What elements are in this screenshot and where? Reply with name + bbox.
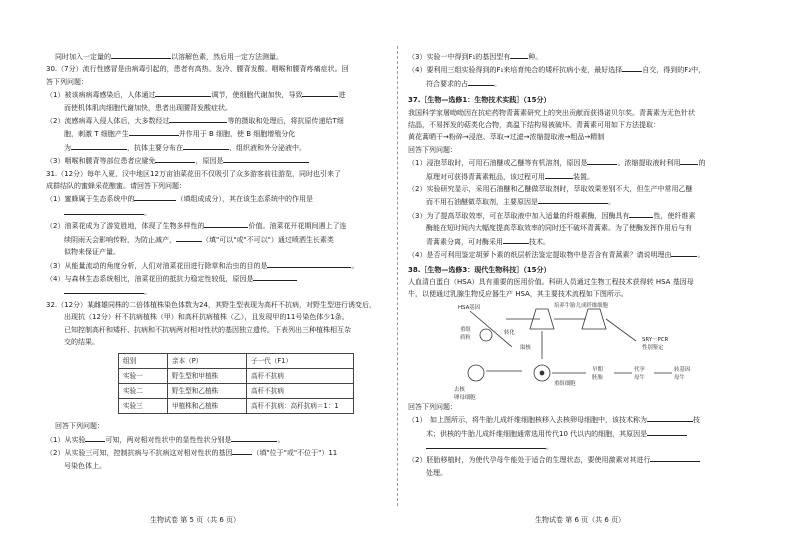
sex-identification-label: SRY－PCR bbox=[642, 336, 669, 343]
continuation-line: 同时加入一定量的 以溶解色素，然后用一定方法测量。 bbox=[46, 50, 388, 63]
transgenic-cow-label-2: 母牛 bbox=[674, 374, 685, 381]
cloning-process-diagram bbox=[436, 301, 736, 401]
fibroblast-culture-label: 培养牛胎儿成纤维细胞 bbox=[554, 302, 608, 309]
question-37: 37.［生物—选修1：生物技术实践］（15分） 我国科学家屠呦呦因在抗疟药物青蒿素研究上的突出贡献而获得诺贝尔奖。青蒿素为无色针状 结晶，不易挥发的萜类化合物，高温下结构易被破坏。青蒿素可用如下方法提取： 黄花蒿晒干→粉碎→浸泡、萃取→过滤→浓缩提取液→粗品→精制 回答下列问题： （1）浸泡萃取时，可用石油醚或乙醚等有机溶剂，原因是 。浓缩提取液时利用 的 原理对可获得青蒿素粗品，该过程可用 装置。 （2）实验研究显示，采用石油醚和乙醚做萃取剂时，萃取效果差别不大，但生产中常用乙醚 而不用石油醚做萃取剂，主要原因是 。 （3）为了提高萃取效率，可在萃取液中加入适量的纤维素酶，因酶具有 性，使纤维素 酶能在短时间内大幅度提高萃取效率的同时还不破坏青蒿素。为了使酶发挥作用后与有 青蒿素分离，可对酶采用 技术。 （4）是否可利用鉴定胡萝卜素的纸层析法鉴定提取物中是否含有青蒿素？请说明理由 。 bbox=[408, 96, 706, 260]
reconstructed-cell-label: 重组细胞 bbox=[554, 380, 576, 387]
recombinant-plasmid-label-2: 质粒 bbox=[460, 334, 471, 341]
page-footer-right: 生物试卷 第 6 页（共 6 页） bbox=[535, 516, 626, 524]
surrogate-cow-label-2: 母牛 bbox=[634, 374, 645, 381]
early-embryo-label: 早期 bbox=[592, 366, 603, 373]
surrogate-cow-label: 代孕 bbox=[634, 366, 645, 373]
table-header-row: 组别 亲本（P） 子一代（F1） bbox=[119, 354, 354, 369]
enucleated-oocyte-label-2: 卵母细胞 bbox=[454, 394, 476, 401]
left-column bbox=[46, 50, 388, 472]
question-30: 30.（7分）流行性感冒是由病毒引起的，患者有高热、发冷、腰背发酸、咽喉和腰背疼痛症状。回 答下列问题： （1）被该病病毒感染后，人体通过 调节，使细胞代谢加快，导致 进 而使机体肌肉细胞代谢加快，患者出现腰背发酸症状。 （2）流感病毒入侵人体后，大多数经过 等的摄取和处理后，将抗原传递给T细 胞，刺激 T 细胞产生 并作用于 B 细胞，使 B 细胞增殖分化 为 ，抗体主要分布在 、组织液和外分泌液中。 （3）咽喉和腰背等部位患者应避免 ，原因是 bbox=[46, 65, 349, 166]
sex-identification-label-2: 性别鉴定 bbox=[642, 344, 664, 351]
right-column: （3）实验一中得到F₁的基因型有 种。 （4）要利用三组实验得到的F₁来培育纯合的矮秆抗病小麦，最好选择 自交，得到的F₂中， 符合要求的占 。 37.［生物—选修1：生物技术实践］（15分） 我国科学家屠呦呦因在抗疟药物青蒿素研究上的突出贡献而获得诺贝尔奖。青蒿素为无色针状 结晶，不易挥发的萜类化合物，高温下结构易被破坏。青蒿素可用如下方法提取： 黄花蒿晒干→粉碎→浸泡、萃取→过滤→浓缩提取液→粗品→精制 回答下列问题： （1）浸泡萃取时，可用石油醚或乙醚等有机溶剂，原因是 。浓缩提取液时利用 的 原理对可获得青蒿素粗品，该过程可用 装置。 （2）实验研究显示，采用石油醚和乙醚做萃取剂时，萃取效果差别不大，但生产中常用乙醚 而不用石油醚做萃取剂，主要原因是 。 （3）为了提高萃取效率，可在萃取液中加入适量的纤维素酶，因酶具有 性，使纤维素 酶能在短时间内大幅度提高萃取效率的同时还不破坏青蒿素。为了使酶发挥作用后与有 青蒿素分离，可对酶采用 技术。 （4）是否可利用鉴定胡萝卜素的纸层析法鉴定提取物中是否含有青蒿素？请说明理由 。 38.［生物—选修3：现代生物科技］（15分） 人血清白蛋白（HSA）具有重要的医用价值。科研人员通过生物工程技术获得转 HSA 基因母 牛，以便通过乳腺生物反应器生产 HSA，其主要技术流程如下图所示。 HSA基因 重组 质粒 转化 培养牛胎儿成纤维细胞 取核 SRY－PCR 性别鉴定 去核 卵母细胞 重组细胞 早期 胚胎 代孕 母牛 转基因 母牛 回答下列问题： （1） 如上图所示，将牛胎儿成纤维细胞核移入去核卵母细胞中，该技术称为 技 术；供核的牛胎儿成纤维细胞通常选用传代10 代以内的细胞，其原因是 。 （2）胚胎移植时，为使代孕母牛能处于适合的生理状态，要使用激素对其进行 处理。 bbox=[408, 50, 760, 479]
page-footer-left: 生物试卷 第 5 页（共 6 页） bbox=[150, 516, 241, 524]
recombinant-plasmid-label: 重组 bbox=[460, 326, 471, 333]
enucleated-oocyte-label: 去核 bbox=[454, 386, 465, 393]
question-31: 31.（12分）每年入夏，汉中地区12万亩油菜花田不仅吸引了众多游客前往游览，同时也引来了 成群结队的蜜蜂采花酿蜜。请回答下列问题： （1）蜜蜂属于生态系统中的 （填组成成分），其在该生态系统中的作用是 。 （2）油菜花成为了游览胜地，体现了生物多样性的 价值。油菜花开花期间遇上了连 续阴雨天会影响传粉，为防止减产， （填"可以"或"不可以"）通过喷洒生长素类 似物来保证产量。 （3）从能量流动的角度分析，人们对油菜花田进行除草和治虫的目的是 。 （4）与森林生态系统相比，油菜花田的抵抗力稳定性较低，原因是 。 bbox=[46, 169, 359, 297]
recombinant-plasmid-icon bbox=[480, 329, 492, 341]
question-32: 32.（12分）某雌雄同株的二倍体植株染色体数为24，其野生型表现为高秆不抗病，对野生型进行诱变后， 出现抗（12分）秆不抗病植株（甲）和高秆抗病植株（乙），且发现甲的11号染色体少1条。 已知控制高秆和矮秆、抗病和不抗病两对相对性状的基因独立遗传。下表列出三种植株相互杂 交的结果。 组别 亲本（P） 子一代（F1） 实验一 野生型和甲植株 高秆不抗病 实验二 野生型和乙植株 高秆不抗病 实验三 甲植株和乙植株 高秆不抗病：高秆抗病＝1：1 回答下列问题： （1）从实验 可知，两对相对性状中的显性性状分别是 。 （2）从实验三可知，控制抗病与不抗病这对相对性状的基因 （填"位于"或"不位于"）11 号染色体上。 bbox=[46, 300, 376, 470]
table-row: 实验三 甲植株和乙植株 高秆不抗病：高秆抗病＝1：1 bbox=[119, 399, 354, 414]
early-embryo-label-2: 胚胎 bbox=[592, 374, 603, 381]
cross-results-table bbox=[118, 353, 354, 414]
column-divider bbox=[397, 46, 398, 506]
table-row: 实验二 野生型和乙植株 高秆不抗病 bbox=[119, 384, 354, 399]
hsa-gene-label: HSA基因 bbox=[458, 304, 481, 311]
question-38: 38.［生物—选修3：现代生物科技］（15分） 人血清白蛋白（HSA）具有重要的医用价值。科研人员通过生物工程技术获得转 HSA 基因母 牛，以便通过乳腺生物反应器生产 HSA，其主要技术流程如下图所示。 HSA基因 重组 质粒 转化 培养牛胎儿成纤维细胞 取核 SRY－PCR 性别鉴定 去核 卵母细胞 重组细胞 早期 胚胎 代孕 母牛 转基因 母牛 回答下列问题： （1） 如上图所示，将牛胎儿成纤维细胞核移入去核卵母细胞中，该技术称为 技 术；供核的牛胎儿成纤维细胞通常选用传代10 代以内的细胞，其原因是 。 （2）胚胎移植时，为使代孕母牛能处于适合的生理状态，要使用激素对其进行 处理。 bbox=[408, 264, 760, 480]
oocyte-icon bbox=[468, 365, 484, 381]
nucleus-removal-label: 取核 bbox=[520, 344, 531, 351]
transfection-label: 转化 bbox=[504, 329, 515, 336]
transgenic-cow-label: 转基因 bbox=[674, 366, 691, 373]
table-row: 实验一 野生型和甲植株 高秆不抗病 bbox=[119, 369, 354, 384]
